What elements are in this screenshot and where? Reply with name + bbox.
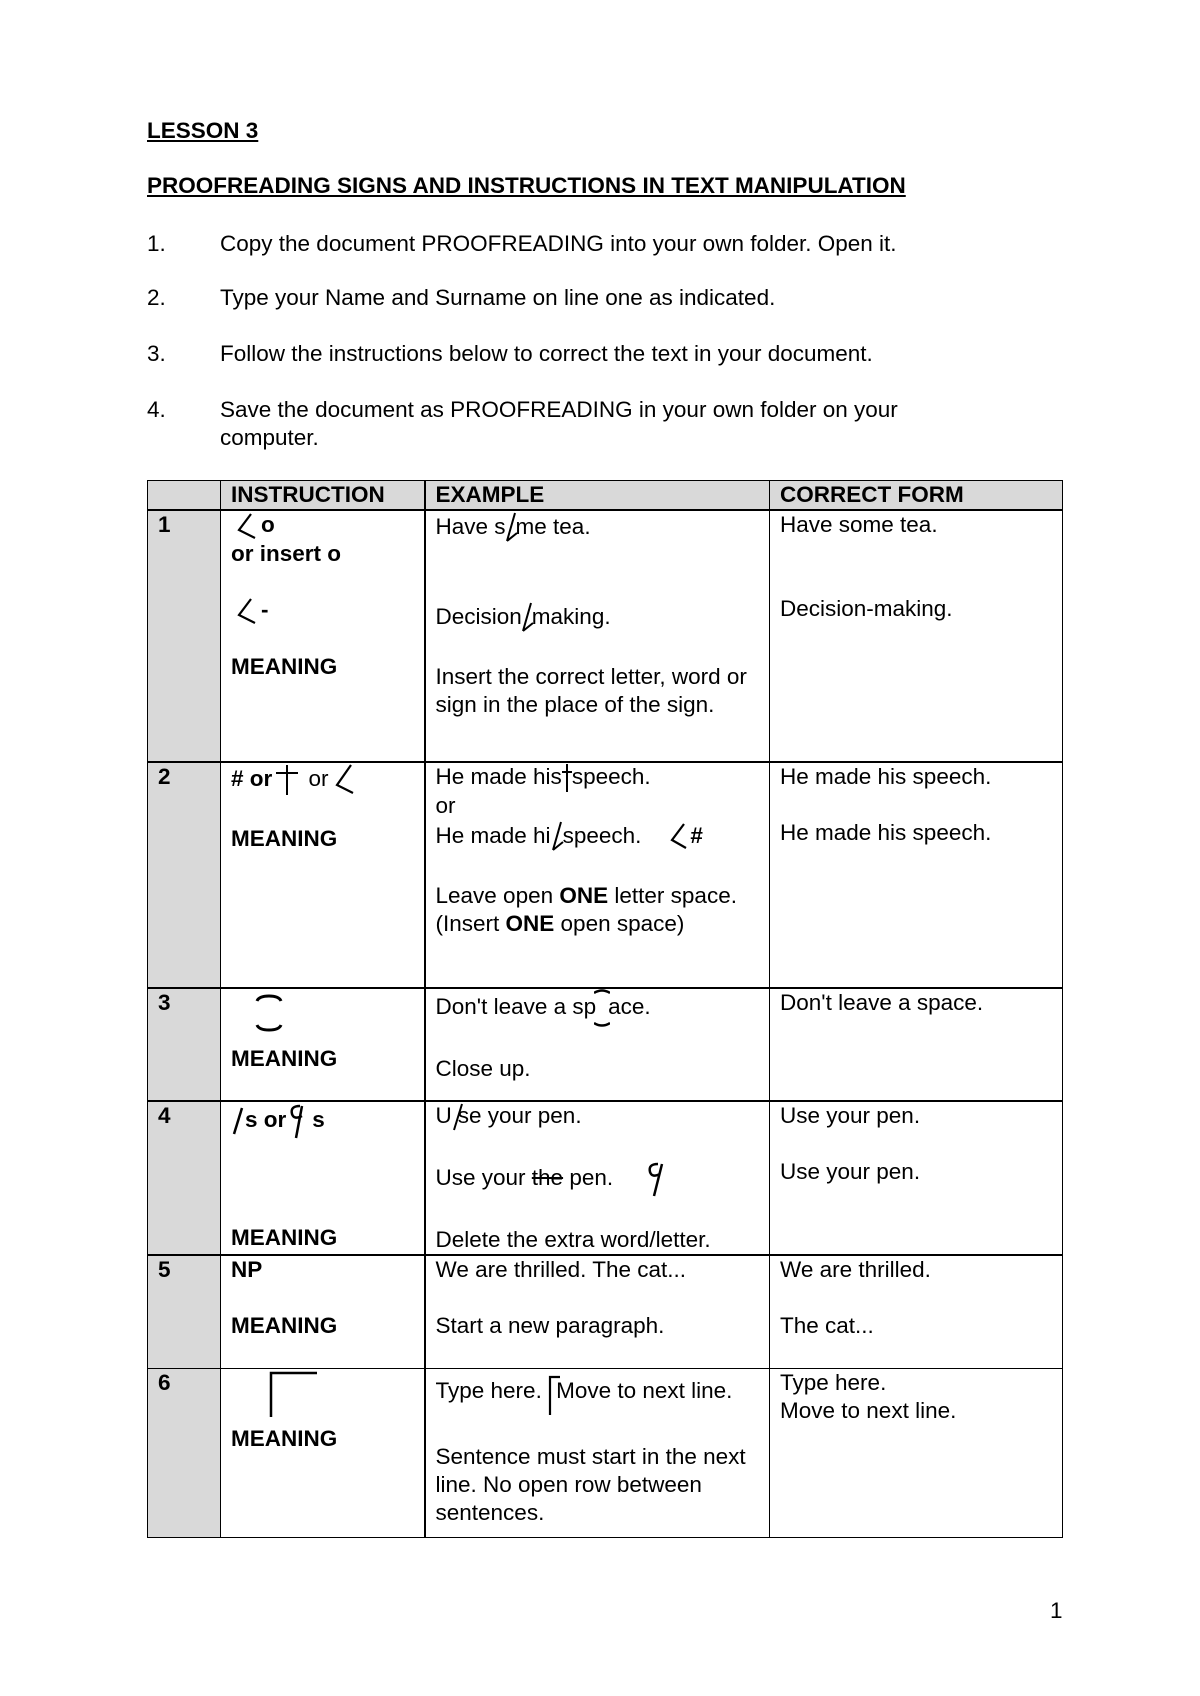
page-number: 1 [1050, 1598, 1063, 1623]
header-number [148, 481, 221, 511]
space-mark-icon [272, 763, 302, 797]
insert-label: or insert o [231, 541, 342, 567]
table-row [148, 1368, 1063, 1537]
row-number: 1 [148, 510, 221, 762]
document-heading: PROOFREADING SIGNS AND INSTRUCTIONS IN TEXT MANIPULATION [147, 173, 906, 198]
instruction-cell [221, 988, 425, 1101]
new-line-mark-icon [231, 1369, 321, 1419]
meaning-label: MEANING [231, 1313, 338, 1339]
meaning-label: MEANING [231, 654, 338, 680]
example-cell: We are thrilled. The cat... Start a new paragraph. [425, 1255, 770, 1368]
instruction-cell: NP MEANING [221, 1255, 425, 1368]
instruction-cell [221, 1368, 425, 1537]
insert-caret-icon [666, 822, 690, 852]
table-row [148, 1255, 1063, 1368]
row-number: 6 [148, 1368, 221, 1537]
correct-form-cell: Use your pen. Use your pen. [770, 1101, 1063, 1255]
delete-mark-icon [644, 1160, 670, 1198]
example-cell: Type here. Move to next line. Sentence must start in the next line. No open row between sentences. [425, 1368, 770, 1537]
lesson-title: LESSON 3 [147, 118, 259, 143]
step-1 [147, 230, 1047, 258]
instruction-cell: # or or MEANING [221, 762, 425, 988]
step-4 [147, 396, 1047, 452]
header-instruction: INSTRUCTION [221, 481, 425, 511]
meaning-text: Insert the correct letter, word or sign in the place of the sign. [435, 664, 747, 717]
meaning-label: MEANING [231, 826, 338, 851]
insert-caret-icon [231, 597, 261, 625]
instruction-steps [147, 230, 1047, 452]
instruction-cell [221, 510, 425, 762]
table-row [148, 988, 1063, 1101]
table-header-row [148, 481, 1063, 511]
close-up-mark-icon [231, 989, 301, 1037]
delete-mark-icon [286, 1102, 312, 1140]
example-cell: Have s me tea. Decision making. Insert the correct letter, word or sign in the place of the sign. [425, 510, 770, 762]
table-row [148, 510, 1063, 762]
insert-letter: o [261, 512, 275, 537]
meaning-label: MEANING [231, 1425, 338, 1451]
meaning-label: MEANING [231, 1225, 338, 1250]
correct-form-cell: Don't leave a space. [770, 988, 1063, 1101]
correct-form-cell: Type here. Move to next line. [770, 1368, 1063, 1537]
step-text: Save the document as PROOFREADING in your own folder on your computer. [220, 397, 898, 450]
step-number: 3. [147, 341, 166, 366]
step-number: 4. [147, 397, 166, 422]
header-correct-form: CORRECT FORM [770, 481, 1063, 511]
step-text: Type your Name and Surname on line one as indicated. [220, 285, 776, 310]
row-number: 5 [148, 1255, 221, 1368]
proofreading-table [147, 480, 1063, 1538]
step-2 [147, 284, 1047, 312]
example-cell: Don't leave a sp ace. Close up. [425, 988, 770, 1101]
table-row [148, 762, 1063, 988]
step-3 [147, 340, 1047, 368]
row-number: 2 [148, 762, 221, 988]
correct-form-cell: He made his speech. He made his speech. [770, 762, 1063, 988]
step-number: 2. [147, 285, 166, 310]
delete-slash-icon [231, 1106, 245, 1136]
row-number: 4 [148, 1101, 221, 1255]
example-cell: He made his speech. or He made hi speech. # Leave open ONE letter space. (Insert ONE open space) [425, 762, 770, 988]
example-cell: U se your pen. Use your the pen. Delete the extra word/letter. [425, 1101, 770, 1255]
meaning-label: MEANING [231, 1046, 338, 1071]
instruction-cell: s or s MEANING [221, 1101, 425, 1255]
correct-form-cell: We are thrilled. The cat... [770, 1255, 1063, 1368]
insert-caret-icon [329, 763, 359, 797]
insert-hyphen: - [261, 597, 269, 623]
row-number: 3 [148, 988, 221, 1101]
step-text: Copy the document PROOFREADING into your own folder. Open it. [220, 231, 897, 256]
step-text: Follow the instructions below to correct the text in your document. [220, 341, 873, 366]
header-example: EXAMPLE [425, 481, 770, 511]
insert-caret-icon [231, 512, 261, 540]
step-number: 1. [147, 231, 166, 256]
table-row [148, 1101, 1063, 1255]
correct-form-cell: Have some tea. Decision-making. [770, 510, 1063, 762]
